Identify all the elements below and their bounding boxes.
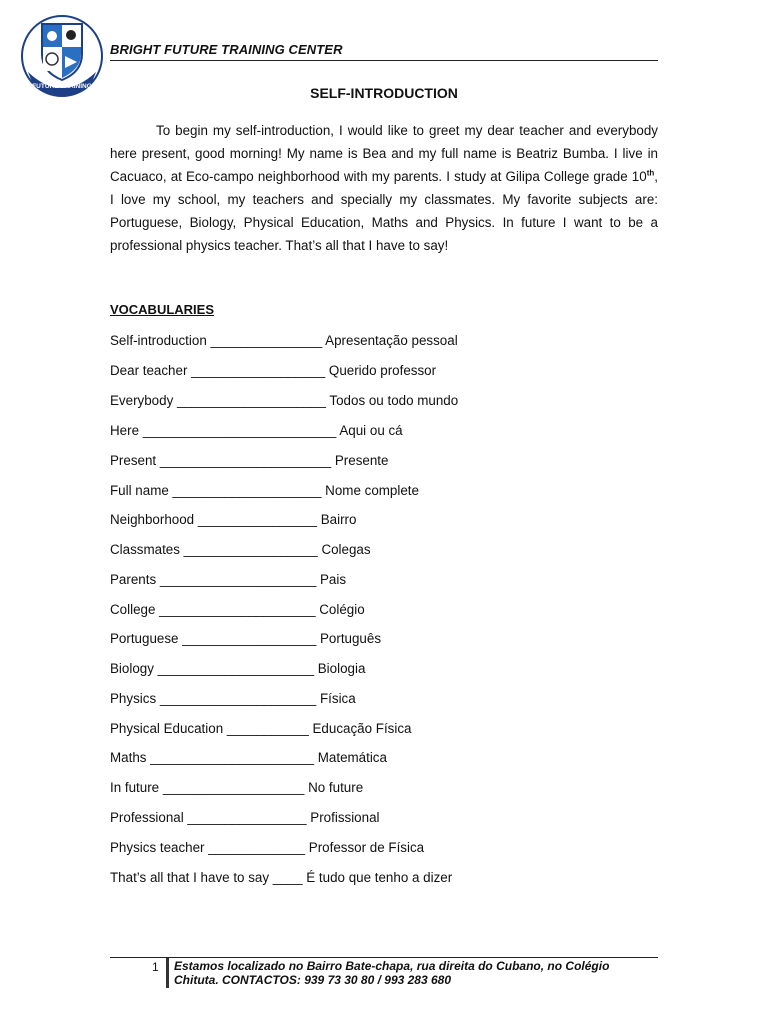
footer-address-line: Estamos localizado no Bairro Bate-chapa, rua direita do Cubano, no Colégio <box>174 959 610 973</box>
vocab-item: Maths ______________________ Matemática <box>110 750 387 765</box>
vocab-item: Physics teacher _____________ Professor de Física <box>110 840 425 855</box>
vocab-item: Self-introduction _______________ Apresentação pessoal <box>110 333 458 348</box>
document-title: SELF-INTRODUCTION <box>310 85 458 101</box>
vocab-item: Dear teacher __________________ Querido professor <box>110 363 437 378</box>
footer-divider <box>110 957 658 958</box>
vocab-item: Present _______________________ Presente <box>110 453 389 468</box>
footer-contacts-line: Chituta. CONTACTOS: 939 73 30 80 / 993 283 680 <box>174 973 452 987</box>
vocab-item: Physical Education ___________ Educação Física <box>110 721 412 736</box>
vocab-item: Biology _____________________ Biologia <box>110 661 366 676</box>
vocab-item: Full name ____________________ Nome complete <box>110 483 419 498</box>
vocab-item: Classmates __________________ Colegas <box>110 542 371 557</box>
ordinal-superscript: th <box>646 168 655 178</box>
logo-text: FUTURE TRAINING <box>32 83 92 90</box>
vocab-item: Portuguese __________________ Português <box>110 631 382 646</box>
footer-contact-info <box>174 959 664 987</box>
vocab-item: Professional ________________ Profissional <box>110 810 380 825</box>
header-divider <box>110 60 658 61</box>
school-logo <box>20 14 104 98</box>
vocab-item: Everybody ____________________ Todos ou todo mundo <box>110 393 459 408</box>
vocab-item: College _____________________ Colégio <box>110 602 365 617</box>
paragraph-part-1: To begin my self-introduction, I would like to greet my dear teacher and everybody here present, good morning! My name is Bea and my full name is Beatriz Bumba. I live in Cacuaco, at Eco-campo neighborhood with my parents. I study at Gilipa College grade 10 <box>110 123 658 184</box>
vocab-item: Parents _____________________ Pais <box>110 572 347 587</box>
vocab-item: In future ___________________ No future <box>110 780 364 795</box>
vocab-item: That’s all that I have to say ____ É tudo que tenho a dizer <box>110 870 453 885</box>
vocab-item: Neighborhood ________________ Bairro <box>110 512 357 527</box>
page-number: 1 <box>152 960 159 974</box>
vocabularies-heading: VOCABULARIES <box>110 302 215 317</box>
vocab-item: Physics _____________________ Física <box>110 691 356 706</box>
training-center-name: BRIGHT FUTURE TRAINING CENTER <box>110 42 343 57</box>
paragraph-part-2: , I love my school, my teachers and specially my classmates. My favorite subjects are: Portuguese, Biology, Physical Education, Maths and Physics. In future I want to be a professional physics teacher. That’s all that I have to say! <box>110 169 658 253</box>
self-introduction-paragraph <box>110 119 658 257</box>
vocab-item: Here __________________________ Aqui ou cá <box>110 423 403 438</box>
footer-vertical-bar <box>166 958 169 988</box>
